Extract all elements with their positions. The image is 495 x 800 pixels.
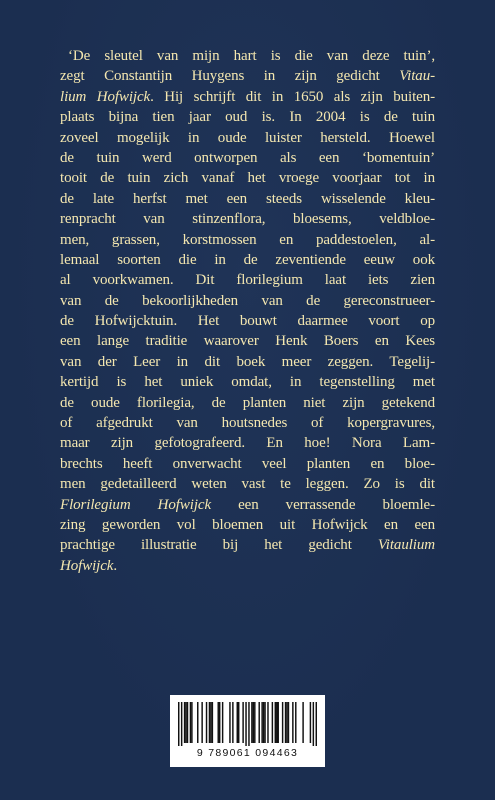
- barcode-bar: [190, 702, 191, 743]
- barcode-bar: [253, 702, 254, 743]
- barcode-bar: [218, 702, 219, 743]
- barcode-bar: [277, 702, 278, 743]
- blurb-text: of afgedrukt van houtsnedes of kopergravures,: [60, 415, 435, 432]
- back-cover-blurb: [60, 46, 435, 576]
- blurb-italic-title: Vitaulium: [377, 537, 435, 554]
- barcode-bar: [275, 702, 276, 743]
- barcode-bar: [185, 702, 186, 743]
- blurb-text: .: [113, 557, 118, 574]
- barcode-bar: [285, 702, 286, 743]
- barcode-bar: [210, 702, 211, 743]
- blurb-line: [60, 128, 435, 148]
- blurb-line: [60, 46, 435, 66]
- blurb-text: een verrassende bloemle-: [211, 496, 435, 513]
- barcode-digits: 9 789061 094463: [196, 747, 299, 759]
- blurb-line: [60, 209, 435, 229]
- blurb-line: [60, 87, 435, 107]
- barcode-bar: [310, 702, 311, 743]
- blurb-text: ‘De sleutel van mijn hart is die van deze tuin’,: [68, 48, 435, 64]
- blurb-line: [60, 168, 435, 188]
- blurb-text: zegt Constantijn Huygens in zijn gedicht: [60, 68, 400, 85]
- blurb-italic-title: lium Hofwijck: [60, 88, 151, 105]
- blurb-line: [60, 433, 435, 453]
- blurb-line: [60, 556, 435, 576]
- barcode-bar: [272, 702, 273, 743]
- blurb-line: [60, 148, 435, 168]
- barcode-bar: [276, 702, 277, 743]
- blurb-text: lemaal soorten die in de zeventiende eeuw ook: [60, 251, 435, 268]
- blurb-line: [60, 66, 435, 86]
- blurb-line: [60, 495, 435, 515]
- barcode-bar: [209, 702, 210, 743]
- blurb-italic-title: Florilegium Hofwijck: [60, 496, 211, 513]
- barcode-bar: [206, 702, 207, 743]
- barcode-bar: [316, 702, 317, 746]
- blurb-text: maar zijn gefotografeerd. En hoe! Nora Lam-: [60, 435, 435, 452]
- barcode-bar: [178, 702, 179, 746]
- isbn-barcode: [170, 695, 325, 767]
- blurb-text: een lange traditie waarover Henk Boers en Kees: [60, 333, 435, 350]
- barcode-bar: [181, 702, 182, 746]
- barcode-bar: [237, 702, 238, 743]
- blurb-text: van der Leer in dit boek meer zeggen. Tegelij-: [60, 353, 435, 370]
- blurb-text: zoveel mogelijk in oude luister hersteld. Hoewel: [60, 129, 435, 146]
- barcode-bars: [178, 702, 317, 746]
- blurb-line: [60, 250, 435, 270]
- blurb-line: [60, 393, 435, 413]
- blurb-line: [60, 270, 435, 290]
- barcode-bar: [286, 702, 287, 743]
- blurb-text: al voorkwamen. Dit florilegium laat iets zien: [60, 272, 435, 289]
- blurb-line: [60, 230, 435, 250]
- blurb-text: tooit de tuin zich vanaf het vroege voorjaar tot in: [60, 170, 435, 187]
- blurb-text: renpracht van stinzenflora, bloesems, veldbloe-: [60, 211, 435, 228]
- barcode-bar: [295, 702, 296, 743]
- blurb-text: . Hij schrijft dit in 1650 als zijn buiten-: [150, 88, 435, 105]
- barcode-bar: [184, 702, 185, 743]
- blurb-text: de late herfst met een steeds wisselende kleu-: [60, 190, 435, 207]
- blurb-line: [60, 107, 435, 127]
- blurb-line: [60, 352, 435, 372]
- blurb-italic-title: Hofwijck: [60, 557, 114, 574]
- barcode-bar: [245, 702, 246, 746]
- barcode-bar: [313, 702, 314, 746]
- blurb-text: de oude florilegia, de planten niet zijn getekend: [60, 394, 435, 411]
- blurb-italic-title: Vitau-: [399, 68, 435, 85]
- blurb-text: de Hofwijcktuin. Het bouwt daarmee voort op: [60, 313, 435, 330]
- blurb-line: [60, 515, 435, 535]
- barcode-bar: [197, 702, 198, 743]
- barcode-bar: [282, 702, 283, 743]
- barcode-bar: [191, 702, 192, 743]
- barcode-bar: [302, 702, 303, 743]
- blurb-line: [60, 454, 435, 474]
- blurb-line: [60, 535, 435, 555]
- blurb-line: [60, 413, 435, 433]
- blurb-text: plaats bijna tien jaar oud is. In 2004 is de tuin: [60, 109, 435, 126]
- blurb-line: [60, 291, 435, 311]
- blurb-line: [60, 311, 435, 331]
- blurb-text: zing geworden vol bloemen uit Hofwijck en een: [60, 516, 435, 533]
- blurb-line: [60, 331, 435, 351]
- barcode-bar: [292, 702, 293, 743]
- barcode-bar: [229, 702, 230, 743]
- blurb-text: men, grassen, korstmossen en paddestoelen, al-: [60, 231, 435, 248]
- blurb-line: [60, 189, 435, 209]
- barcode-bar: [248, 702, 249, 746]
- barcode-bar: [263, 702, 264, 743]
- barcode-bar: [187, 702, 188, 743]
- blurb-text: van de bekoorlijkheden van de gereconstrueer-: [60, 292, 435, 309]
- barcode-bar: [264, 702, 265, 743]
- barcode-bar: [288, 702, 289, 743]
- blurb-text: brechts heeft onverwacht veel planten en bloe-: [60, 455, 435, 472]
- barcode-bar: [242, 702, 243, 743]
- barcode-bar: [212, 702, 213, 743]
- barcode-bar: [219, 702, 220, 743]
- barcode-bar: [222, 702, 223, 743]
- blurb-text: prachtige illustratie bij het gedicht: [60, 537, 378, 554]
- barcode-bar: [261, 702, 262, 743]
- barcode-bar: [258, 702, 259, 743]
- barcode-bar: [251, 702, 252, 743]
- barcode-bar: [201, 702, 202, 743]
- blurb-line: [60, 474, 435, 494]
- barcode-bar: [254, 702, 255, 743]
- blurb-text: men gedetailleerd weten vast te leggen. Zo is dit: [60, 476, 435, 493]
- blurb-text: de tuin werd ontworpen als een ‘bomentuin’: [60, 149, 435, 166]
- blurb-text: kertijd is het uniek omdat, in tegenstelling met: [60, 374, 435, 391]
- barcode-bar: [232, 702, 233, 743]
- barcode-bar: [267, 702, 268, 743]
- blurb-line: [60, 372, 435, 392]
- barcode-bar: [238, 702, 239, 743]
